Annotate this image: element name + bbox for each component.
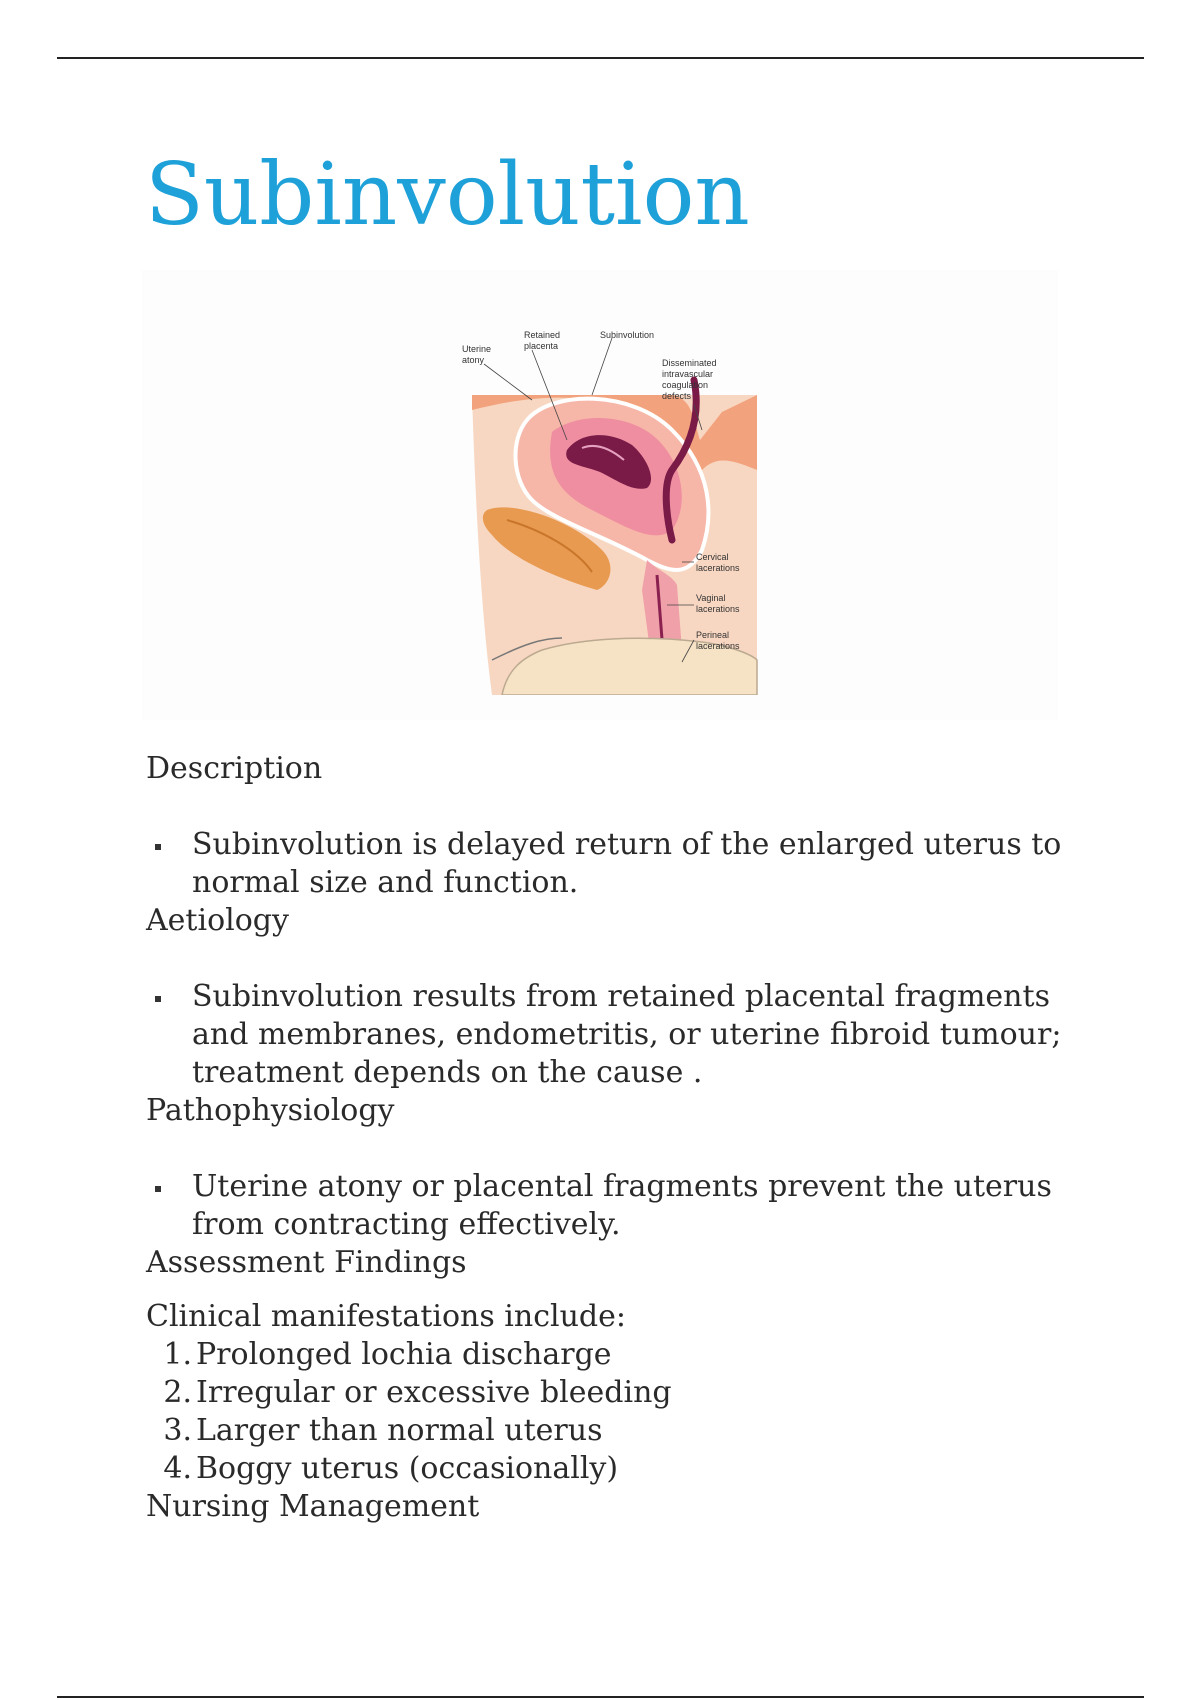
description-list <box>146 826 1086 902</box>
label-dic-2: intravascular <box>662 369 714 379</box>
label-subinvolution: Subinvolution <box>600 330 655 340</box>
bottom-rule <box>57 1696 1144 1698</box>
label-uterine-atony: Uterine <box>462 344 492 354</box>
label-vaginal: Vaginal <box>696 593 726 603</box>
aetiology-list <box>146 978 1086 1092</box>
label-retained-placenta-2: placenta <box>524 341 559 351</box>
label-dic: Disseminated <box>662 358 717 368</box>
aetiology-heading: Aetiology <box>146 903 289 938</box>
list-item: Subinvolution is delayed return of the enlarged uterus to normal size and function. <box>146 826 1086 902</box>
list-item: Subinvolution results from retained placental fragments and membranes, endometritis, or uterine fibroid tumour; treatment depends on the cause . <box>146 978 1086 1092</box>
list-item: 1. Prolonged lochia discharge <box>163 1337 612 1372</box>
list-item: 4. Boggy uterus (occasionally) <box>163 1451 619 1486</box>
page-title: Subinvolution <box>145 145 750 245</box>
label-cervical: Cervical <box>696 552 729 562</box>
assessment-heading: Assessment Findings <box>146 1245 467 1280</box>
figure-area <box>142 270 1058 720</box>
uterus-illustration <box>432 320 772 695</box>
nursing-heading: Nursing Management <box>146 1489 480 1524</box>
assessment-intro: Clinical manifestations include: <box>146 1299 626 1334</box>
label-perineal: Perineal <box>696 630 730 640</box>
list-item: Uterine atony or placental fragments prevent the uterus from contracting effectively. <box>146 1168 1086 1244</box>
document-body <box>146 750 1086 1526</box>
label-uterine-atony-2: atony <box>462 355 485 365</box>
description-heading: Description <box>146 751 323 786</box>
top-rule <box>57 57 1144 59</box>
label-vaginal-2: lacerations <box>696 604 740 614</box>
pathophysiology-heading: Pathophysiology <box>146 1093 395 1128</box>
label-dic-4: defects <box>662 391 692 401</box>
assessment-list <box>146 1336 1086 1488</box>
label-retained-placenta: Retained <box>524 330 561 340</box>
list-item: 3. Larger than normal uterus <box>163 1413 603 1448</box>
label-cervical-2: lacerations <box>696 563 740 573</box>
label-perineal-2: lacerations <box>696 641 740 651</box>
list-item: 2. Irregular or excessive bleeding <box>163 1375 672 1410</box>
label-dic-3: coagulation <box>662 380 709 390</box>
pathophysiology-list <box>146 1168 1086 1244</box>
